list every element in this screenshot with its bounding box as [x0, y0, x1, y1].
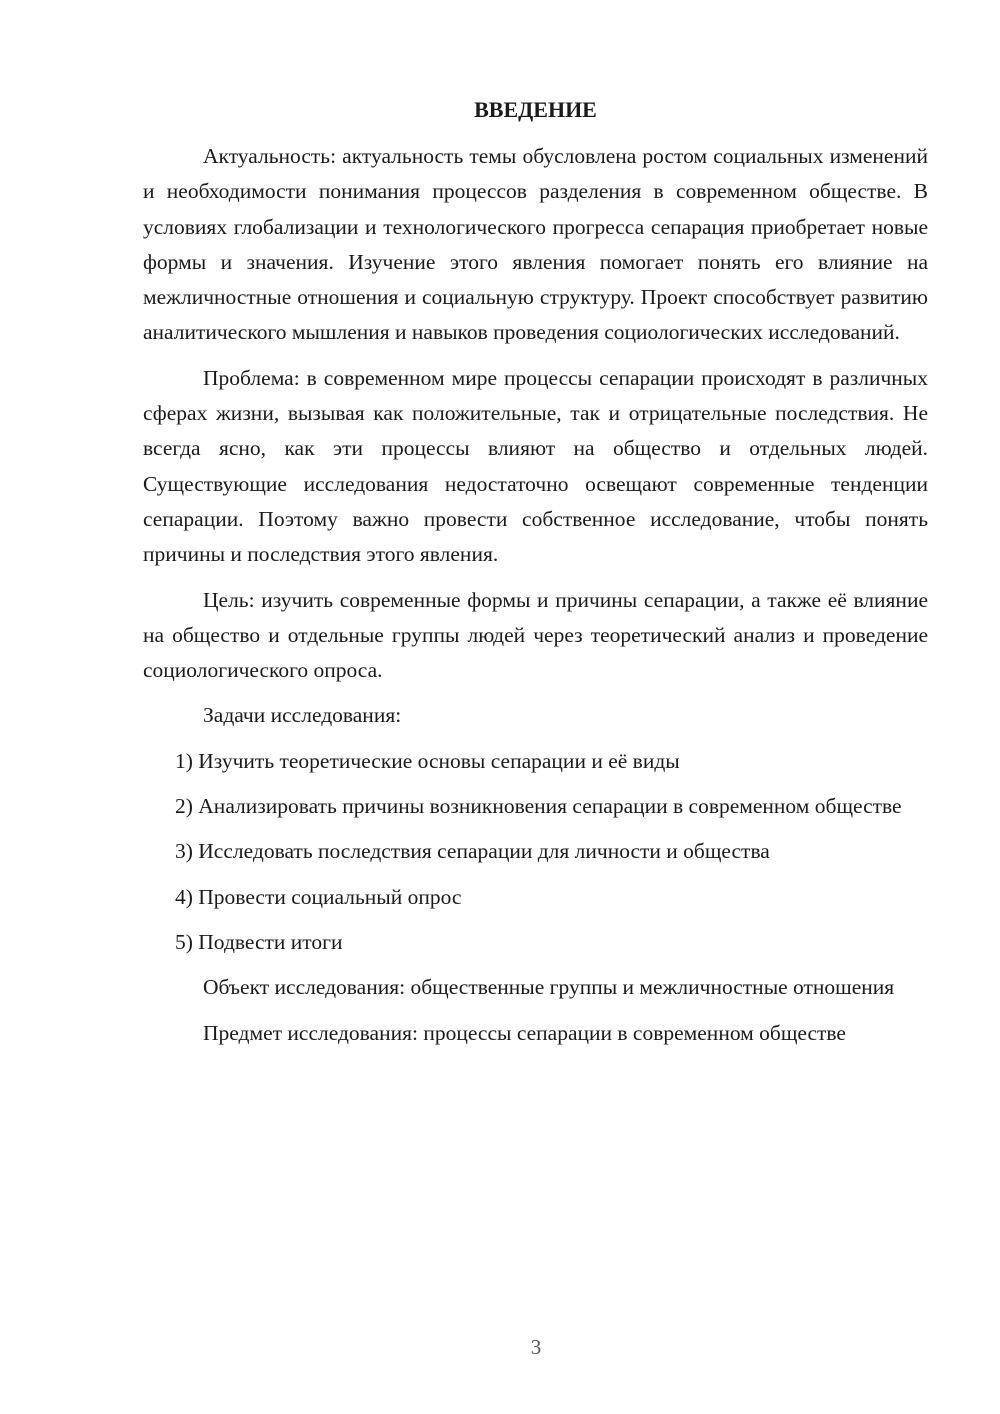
page-title: ВВЕДЕНИЕ	[474, 97, 597, 122]
tasks-heading: Задачи исследования:	[203, 703, 402, 728]
paragraph-goal: Цель: изучить современные формы и причины сепарации, а также её влияние на общество и отдельные группы людей через теоретический анализ и проведение социологического опроса.	[143, 587, 928, 683]
page-number: 3	[530, 1335, 542, 1359]
task-item-2: 2) Анализировать причины возникновения сепарации в современном обществе	[175, 794, 902, 819]
paragraph-subject: Предмет исследования: процессы сепарации в современном обществе	[203, 1020, 846, 1045]
task-item-1: 1) Изучить теоретические основы сепарации и её виды	[175, 748, 680, 773]
paragraph-problem: Проблема: в современном мире процессы сепарации происходят в различных сферах жизни, вызывая как положительные, так и отрицательные последствия. Не всегда ясно, как эти процессы влияют на общество и отдельных людей. Существующие исследования недостаточно освещают современные тенденции сепарации. Поэтому важно провести собственное исследование, чтобы понять причины и последствия этого явления.	[143, 365, 928, 567]
task-item-3: 3) Исследовать последствия сепарации для личности и общества	[175, 839, 770, 864]
task-item-5: 5) Подвести итоги	[175, 929, 343, 954]
document-page	[143, 95, 928, 1061]
paragraph-object: Объект исследования: общественные группы и межличностные отношения	[203, 975, 895, 1000]
task-item-4: 4) Провести социальный опрос	[175, 884, 462, 909]
paragraph-relevance: Актуальность: актуальность темы обусловлена ростом социальных изменений и необходимости понимания процессов разделения в современном обществе. В условиях глобализации и технологического прогресса сепарация приобретает новые формы и значения. Изучение этого явления помогает понять его влияние на межличностные отношения и социальную структуру. Проект способствует развитию аналитического мышления и навыков проведения социологических исследований.	[143, 144, 928, 345]
